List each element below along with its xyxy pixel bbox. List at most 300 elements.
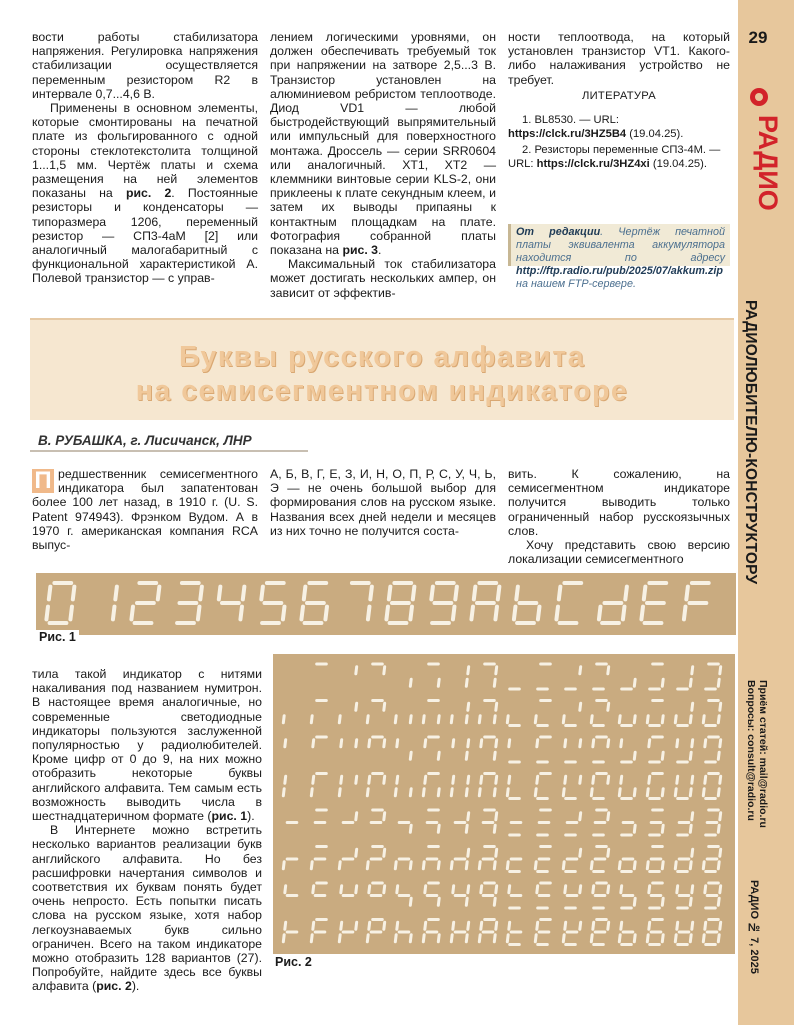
pattern-94 — [675, 849, 692, 871]
pattern-38 — [453, 740, 469, 760]
segment — [468, 849, 469, 856]
segment — [509, 776, 510, 783]
pattern-88 — [507, 859, 520, 872]
pattern-77 — [650, 810, 663, 835]
pattern-68 — [399, 823, 411, 833]
segment — [563, 862, 564, 869]
contact-questions: Вопросы: consult@radio.ru — [745, 680, 757, 821]
digit-2 — [131, 583, 159, 623]
segment — [453, 922, 454, 929]
segment — [466, 789, 467, 796]
issue-label: РАДИО № 7, 2025 — [748, 880, 760, 974]
segment — [647, 789, 648, 796]
pattern-50 — [339, 776, 356, 796]
segment — [466, 898, 467, 905]
segment — [438, 789, 439, 796]
pattern-58 — [563, 776, 580, 798]
segment — [593, 740, 594, 747]
segment — [481, 776, 482, 783]
segment — [423, 862, 424, 869]
prev-col-3 — [508, 30, 730, 87]
pattern-35 — [369, 737, 385, 747]
pattern-96 — [285, 886, 297, 896]
pattern-27 — [591, 701, 608, 726]
pattern-20 — [395, 716, 411, 723]
segment — [623, 607, 625, 620]
segment — [675, 935, 676, 942]
segment — [647, 862, 648, 869]
segment — [593, 922, 594, 929]
pattern-61 — [647, 774, 663, 799]
segment — [496, 849, 497, 856]
segment — [384, 703, 385, 710]
segment — [339, 935, 340, 942]
segment — [339, 716, 340, 723]
segment — [410, 898, 411, 905]
pattern-15 — [706, 664, 721, 689]
segment — [537, 740, 538, 747]
segment — [690, 789, 691, 796]
segment — [356, 922, 357, 929]
segment — [535, 862, 536, 869]
radio-logo — [746, 85, 783, 295]
prev-col2-p1: лением логическими уровнями, он должен обеспечивать требуемый ток при напряжении на затворе 2,5...3 В. Транзистор установлен на алюминиевом ребристом теплоотводе. Диод VD1 — любой быстродействующий выпрямительный или импульсный для поверхностного монтажа. Дроссель — серии SRR0604 или аналогичный. XT1, XT2 — клеммники винтовые серии KLS-2, они приклеены к плате секундным клеем, и затем их выводы припаяны к контактным площадкам на плате. Фотография собранной платы показана на рис. 3. — [270, 30, 496, 258]
pattern-115 — [367, 920, 384, 942]
reference-link[interactable]: https://clck.ru/3HZ5B4 — [508, 127, 627, 140]
segment — [563, 716, 564, 723]
pattern-66 — [343, 813, 356, 823]
segment — [313, 922, 314, 929]
segment — [619, 862, 620, 869]
segment — [692, 740, 693, 747]
segment — [509, 740, 510, 747]
segment — [619, 935, 620, 942]
segment — [634, 752, 635, 759]
segment — [565, 740, 566, 747]
segment — [356, 776, 357, 783]
segment — [608, 703, 609, 710]
segment — [621, 740, 622, 747]
reference-link[interactable]: https://clck.ru/3HZ4xi — [536, 157, 650, 170]
segment — [718, 935, 719, 942]
pattern-14 — [678, 667, 693, 689]
ftp-link[interactable]: http://ftp.radio.ru/pub/2025/07/akkum.zip — [516, 265, 723, 277]
segment — [662, 935, 663, 942]
pattern-31 — [703, 701, 720, 726]
segment — [113, 607, 115, 620]
segment — [423, 716, 424, 723]
segment — [692, 813, 693, 820]
pattern-26 — [563, 703, 580, 725]
segment — [453, 607, 455, 620]
pattern-91 — [591, 847, 608, 872]
segment — [496, 886, 497, 893]
segment — [563, 789, 564, 796]
pattern-117 — [423, 920, 439, 942]
pattern-49 — [311, 774, 326, 796]
pattern-34 — [341, 740, 357, 747]
author: В. РУБАШКА, г. Лисичанск, ЛНР — [38, 433, 252, 448]
segment — [591, 862, 592, 869]
segment — [384, 776, 385, 783]
segment — [468, 813, 469, 820]
segment — [425, 886, 426, 893]
pattern-110 — [677, 886, 693, 908]
fig-ref: рис. 3 — [342, 243, 379, 258]
segment — [283, 789, 284, 796]
segment — [649, 740, 650, 747]
pattern-104 — [509, 886, 521, 908]
pattern-41 — [537, 737, 550, 762]
pattern-19 — [367, 701, 384, 723]
digit-6 — [301, 583, 327, 623]
segment — [580, 703, 581, 710]
segment — [559, 587, 561, 600]
segment — [438, 752, 439, 759]
segment — [438, 679, 439, 686]
segment — [438, 825, 439, 832]
segment — [468, 922, 469, 929]
pattern-67 — [371, 810, 384, 823]
segment — [397, 886, 398, 893]
segment — [438, 898, 439, 905]
segment — [369, 886, 370, 893]
pattern-123 — [591, 920, 608, 945]
segment — [384, 813, 385, 820]
segment — [384, 886, 385, 893]
segment — [641, 607, 643, 620]
segment — [397, 740, 398, 747]
segment — [514, 607, 516, 620]
pattern-75 — [594, 810, 609, 835]
pattern-79 — [706, 810, 721, 835]
pattern-93 — [647, 847, 663, 872]
segment — [410, 607, 412, 620]
segment — [621, 886, 622, 893]
segment — [479, 716, 480, 723]
segment — [301, 607, 303, 620]
pattern-54 — [451, 776, 468, 796]
segment — [386, 607, 388, 620]
segment — [580, 849, 581, 856]
segment — [718, 825, 719, 832]
segment — [285, 922, 286, 929]
segment — [538, 607, 540, 620]
reference-item: 2. Резисторы переменные СП3-4М. — URL: https://clck.ru/3HZ4xi (19.04.25). — [508, 144, 721, 170]
segment — [453, 886, 454, 893]
segment — [468, 776, 469, 783]
segment — [494, 752, 495, 759]
segment — [384, 667, 385, 674]
pattern-112 — [283, 922, 296, 942]
pattern-121 — [535, 920, 550, 945]
segment — [304, 587, 306, 600]
page-number: 29 — [748, 28, 768, 47]
segment — [369, 740, 370, 747]
segment — [535, 789, 536, 796]
segment — [466, 862, 467, 869]
pattern-74 — [566, 813, 581, 835]
segment — [356, 886, 357, 893]
segment — [662, 898, 663, 905]
segment — [368, 607, 370, 620]
article-col-1-top — [32, 467, 258, 552]
segment — [662, 679, 663, 686]
segment — [367, 716, 368, 723]
fig-ref: рис. 2 — [125, 186, 172, 201]
figure-2-segment-table — [273, 654, 735, 954]
segment — [384, 849, 385, 856]
digit-8 — [386, 583, 414, 623]
pattern-127 — [703, 920, 720, 945]
segment — [649, 886, 650, 893]
segment — [367, 789, 368, 796]
segment — [509, 922, 510, 929]
segment — [453, 776, 454, 783]
pattern-118 — [451, 922, 468, 942]
pattern-12 — [622, 679, 635, 689]
pattern-48 — [283, 776, 285, 796]
segment — [677, 922, 678, 929]
pattern-70 — [455, 813, 468, 833]
segment — [397, 922, 398, 929]
segment — [367, 862, 368, 869]
figure-1-caption: Рис. 1 — [36, 630, 79, 644]
article-col2-p1: А, Б, В, Г, Е, З, И, Н, О, П, Р, С, У, Ч, Ь, Э — не очень большой выбор для формирования слов на русском языке. Названия всех дней недели и месяцев из них точно не получится соста- — [270, 467, 496, 538]
segment — [395, 789, 396, 796]
segment — [395, 935, 396, 942]
segment — [311, 935, 312, 942]
pattern-86 — [451, 849, 468, 869]
segment — [370, 587, 372, 600]
segment — [466, 679, 467, 686]
segment — [634, 716, 635, 723]
pattern-76 — [622, 823, 635, 836]
segment — [468, 740, 469, 747]
pattern-40 — [509, 740, 519, 762]
segment — [369, 776, 370, 783]
segment — [200, 587, 202, 600]
segment — [339, 789, 340, 796]
contact-info — [745, 680, 769, 828]
segment — [369, 922, 370, 929]
figure-1-display — [36, 573, 736, 635]
figure-1 — [36, 573, 736, 635]
segment — [580, 776, 581, 783]
pattern-18 — [339, 703, 356, 723]
article-col1-p3: В Интернете можно встретить несколько вариантов реализации букв английского алфавита. Но без расшифровки начертания символов и соответствия их буквам понять будет очень непросто. Есть попытки писать слова на русском языке, хотя набор легкоузнаваемых букв сильно ограничен. Всего на таком индикаторе можно отобразить 128 вариантов (27). Попробуйте, найдите здесь все буквы алфавита (рис. 2). — [32, 823, 262, 994]
segment — [580, 922, 581, 929]
segment — [468, 886, 469, 893]
pattern-105 — [537, 883, 550, 908]
pattern-99 — [369, 883, 385, 896]
segment — [509, 886, 510, 893]
segment — [634, 825, 635, 832]
segment — [311, 789, 312, 796]
segment — [413, 587, 415, 600]
segment — [692, 922, 693, 929]
segment — [471, 607, 473, 620]
pattern-84 — [395, 859, 411, 869]
segment — [675, 716, 676, 723]
pattern-9 — [538, 664, 551, 689]
pattern-119 — [479, 920, 496, 942]
segment — [662, 825, 663, 832]
segment — [593, 776, 594, 783]
segment — [341, 922, 342, 929]
segment — [356, 849, 357, 856]
segment — [705, 886, 706, 893]
segment — [384, 740, 385, 747]
segment — [718, 789, 719, 796]
segment — [451, 789, 452, 796]
segment — [46, 607, 48, 620]
segment — [692, 667, 693, 674]
segment — [410, 862, 411, 869]
digit-4 — [219, 587, 245, 620]
fig-ref: рис. 2 — [96, 979, 132, 994]
pattern-32 — [285, 740, 286, 747]
pattern-52 — [395, 776, 411, 796]
pattern-108 — [621, 886, 635, 908]
segment — [285, 740, 286, 747]
segment — [608, 922, 609, 929]
segment — [634, 679, 635, 686]
segment — [466, 752, 467, 759]
segment — [240, 607, 242, 620]
digit-7 — [352, 583, 372, 619]
pattern-89 — [535, 847, 550, 872]
segment — [591, 789, 592, 796]
article-col-1-bottom — [32, 667, 262, 994]
pattern-46 — [677, 740, 693, 762]
segment — [438, 716, 439, 723]
segment — [703, 716, 704, 723]
segment — [311, 862, 312, 869]
segment — [516, 587, 518, 600]
article-col1-p2: тила такой индикатор с нитями накаливания под названием нумитрон. В настоящее время аналогичные, но современные светодиодные индикаторы пользуются заслуженной популярностью у радиолюбителей. Кроме цифр от 0 до 9, на них можно отобразить некоторые буквы английского алфавита. Тем самым есть возможность выводить числа в шестнадцатеричном формате (рис. 1). — [32, 667, 262, 824]
segment — [73, 587, 75, 600]
pattern-7 — [485, 664, 497, 686]
digit-E — [641, 583, 666, 623]
segment — [621, 922, 622, 929]
segment — [537, 776, 538, 783]
segment — [384, 922, 385, 929]
digit-C — [556, 583, 581, 623]
segment — [481, 922, 482, 929]
segment — [455, 587, 457, 600]
segment — [686, 587, 688, 600]
pattern-109 — [649, 883, 663, 908]
reference-item: 1. BL8530. — URL: https://clck.ru/3HZ5B4 (19.04.25). — [508, 114, 684, 140]
segment — [718, 752, 719, 759]
segment — [339, 862, 340, 869]
segment — [438, 935, 439, 942]
segment — [285, 886, 286, 893]
segment — [580, 886, 581, 893]
pattern-72 — [510, 823, 521, 836]
pattern-59 — [591, 774, 608, 799]
segment — [535, 935, 536, 942]
segment — [410, 789, 411, 796]
references-list — [508, 114, 730, 174]
pattern-90 — [563, 849, 580, 871]
segment — [395, 716, 396, 723]
digit-1 — [113, 587, 117, 620]
segment — [425, 776, 426, 783]
segment — [498, 587, 500, 600]
segment — [705, 922, 706, 929]
segment — [468, 667, 469, 674]
segment — [647, 716, 648, 723]
segment — [356, 740, 357, 747]
pattern-16 — [283, 716, 284, 723]
segment — [341, 886, 342, 893]
pattern-100 — [397, 886, 411, 906]
segment — [580, 740, 581, 747]
segment — [494, 679, 495, 686]
segment — [410, 716, 411, 723]
segment — [692, 849, 693, 856]
digit-A — [471, 583, 499, 619]
pattern-23 — [479, 701, 496, 723]
segment — [494, 716, 495, 723]
segment — [565, 922, 566, 929]
segment — [705, 776, 706, 783]
pattern-116 — [395, 922, 411, 942]
pattern-28 — [619, 716, 635, 726]
pattern-44 — [621, 740, 635, 762]
segment — [608, 886, 609, 893]
pattern-95 — [703, 847, 720, 872]
pattern-102 — [453, 886, 469, 906]
pattern-80 — [283, 859, 296, 869]
article-title — [30, 340, 734, 408]
segment — [507, 862, 508, 869]
pattern-73 — [538, 810, 551, 835]
segment — [494, 789, 495, 796]
segment — [662, 862, 663, 869]
pattern-43 — [593, 737, 609, 762]
pattern-33 — [313, 737, 326, 747]
segment — [395, 862, 396, 869]
segment — [720, 667, 721, 674]
figure-2-caption: Рис. 2 — [275, 955, 312, 969]
segment — [474, 587, 476, 600]
segment — [677, 740, 678, 747]
segment — [389, 587, 391, 600]
pattern-98 — [341, 886, 357, 896]
article-col-2-top — [270, 467, 496, 538]
digit-3 — [177, 583, 202, 623]
segment — [507, 789, 508, 796]
digit-0 — [46, 583, 74, 623]
segment — [479, 935, 480, 942]
segment — [720, 813, 721, 820]
pattern-125 — [647, 920, 663, 945]
segment — [158, 587, 160, 600]
pattern-83 — [367, 847, 384, 869]
article-col3-p2: Хочу представить свою версию локализации семисегментного — [508, 538, 730, 567]
segment — [608, 813, 609, 820]
digit-5 — [261, 583, 284, 623]
segment — [718, 716, 719, 723]
segment — [438, 862, 439, 869]
segment — [649, 922, 650, 929]
digit-F — [684, 583, 709, 619]
segment — [718, 898, 719, 905]
segment — [703, 862, 704, 869]
